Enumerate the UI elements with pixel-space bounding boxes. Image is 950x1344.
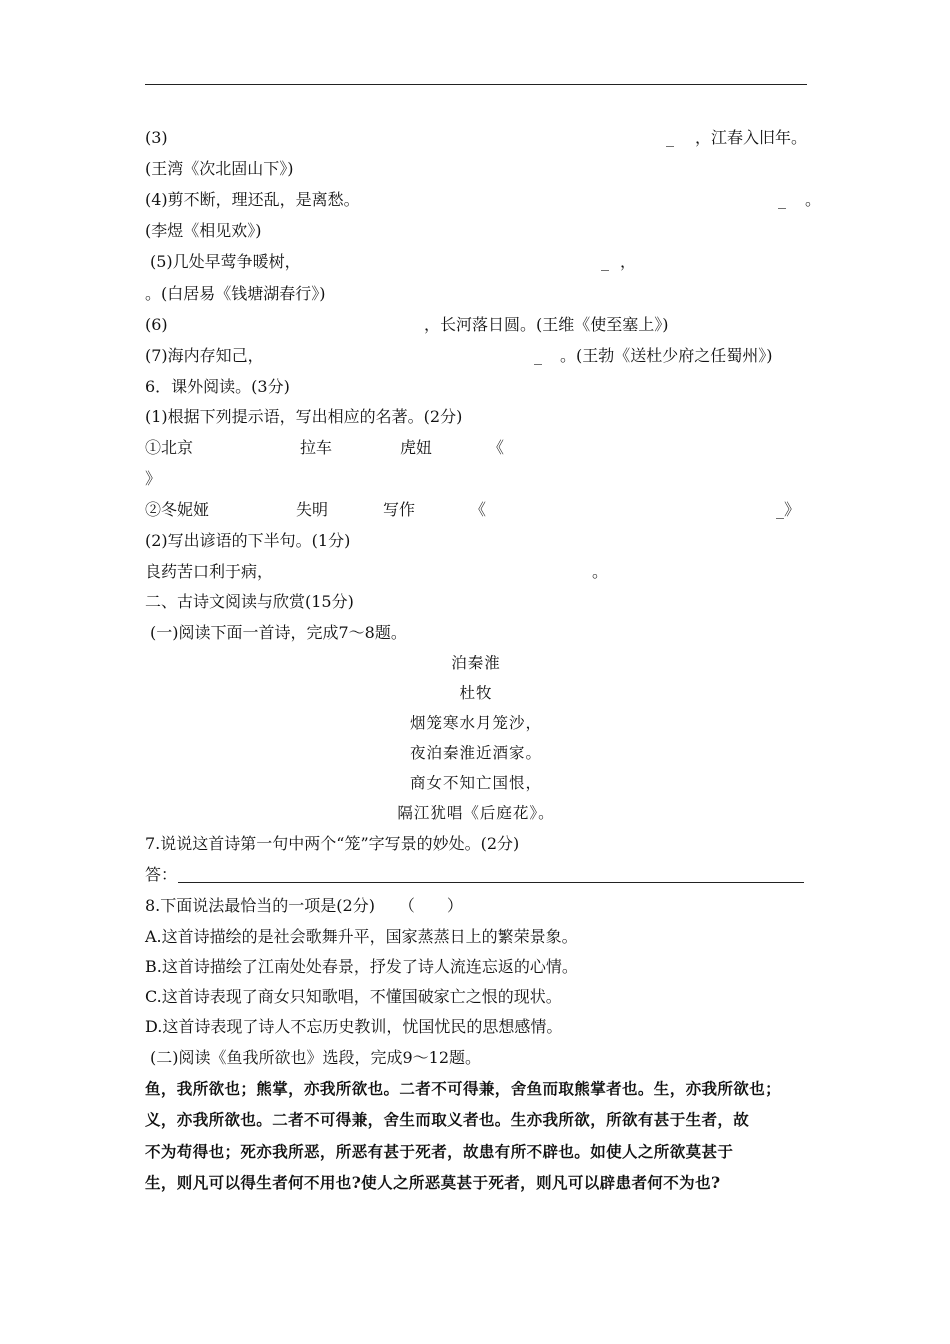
option-c: C.这首诗表现了商女只知歌唱，不懂国破家亡之恨的现状。 xyxy=(145,987,562,1006)
hint2-open: 《 xyxy=(470,500,487,519)
poem-line: 隔江犹唱《后庭花》。 xyxy=(397,804,555,822)
poem-line: 烟笼寒水月笼沙， xyxy=(409,714,542,732)
passage-line: 义，亦我所欲也。二者不可得兼，舍生而取义者也。生亦我所欲，所欲有甚于生者，故 xyxy=(145,1110,750,1129)
question7-title: 7.说说这首诗第一句中两个“笼”字写景的妙处。(2分) xyxy=(145,834,520,853)
poem-line: 夜泊秦淮近酒家。 xyxy=(409,744,542,762)
proverb-end: 。 xyxy=(592,562,609,581)
section6-title: 6．课外阅读。(3分) xyxy=(145,377,290,396)
option-b: B.这首诗描绘了江南处处春景，抒发了诗人流连忘返的心情。 xyxy=(145,957,578,976)
q6-tail: ，长河落日圆。(王维《使至塞上》) xyxy=(424,315,669,334)
proverb: 良药苦口利于病， xyxy=(145,562,274,581)
hint1-a: ①北京 xyxy=(145,438,194,457)
hint1-close: 》 xyxy=(145,469,162,488)
hint1-c: 虎妞 xyxy=(400,438,433,457)
top-rule xyxy=(145,84,807,85)
section6-q1: (1)根据下列提示语，写出相应的名著。(2分) xyxy=(145,407,463,426)
hint1-open: 《 xyxy=(488,438,505,457)
q5-comma: ， xyxy=(620,252,637,271)
option-d: D.这首诗表现了诗人不忘历史教训，忧国忧民的思想感情。 xyxy=(145,1017,563,1036)
section2-title: 二、古诗文阅读与欣赏(15分) xyxy=(145,592,354,611)
hint2-c: 写作 xyxy=(383,500,416,519)
hint2-a: ②冬妮娅 xyxy=(145,500,210,519)
q7-tail: 。(王勃《送杜少府之任蜀州》) xyxy=(560,346,773,365)
hint2-close[interactable]: _》 xyxy=(776,500,801,519)
q4-end: 。 xyxy=(805,190,822,209)
passage-line: 鱼，我所欲也；熊掌，亦我所欲也。二者不可得兼，舍鱼而取熊掌者也。生，亦我所欲也； xyxy=(145,1079,782,1098)
q5-blank[interactable]: _ xyxy=(601,252,609,271)
q4-source: (李煜《相见欢》) xyxy=(145,221,262,240)
question8-title: 8.下面说法最恰当的一项是(2分) （ ） xyxy=(145,896,463,915)
section6-q2: (2)写出谚语的下半句。(1分) xyxy=(145,531,351,550)
part2-title: (二)阅读《鱼我所欲也》选段，完成9～12题。 xyxy=(150,1048,482,1067)
passage-line: 生，则凡可以得生者何不用也?使人之所恶莫甚于死者，则凡可以辟患者何不为也? xyxy=(145,1173,721,1192)
poem-author: 杜牧 xyxy=(459,684,493,702)
passage-line: 不为苟得也；死亦我所恶，所恶有甚于死者，故患有所不辟也。如使人之所欲莫甚于 xyxy=(145,1142,734,1161)
answer-label: 答： xyxy=(145,865,178,884)
q7-text: (7)海内存知己， xyxy=(145,346,264,365)
hint1-b: 拉车 xyxy=(300,438,333,457)
q3-number: (3) xyxy=(145,128,168,147)
q5-text: (5)几处早莺争暖树， xyxy=(150,252,301,271)
hint2-b: 失明 xyxy=(296,500,329,519)
poem-title: 泊秦淮 xyxy=(451,654,501,672)
option-a: A.这首诗描绘的是社会歌舞升平，国家蒸蒸日上的繁荣景象。 xyxy=(145,927,578,946)
q4-text: (4)剪不断，理还乱，是离愁。 xyxy=(145,190,360,209)
q7-blank[interactable]: _ xyxy=(534,346,542,365)
poem-line: 商女不知亡国恨， xyxy=(409,774,542,792)
q3-blank[interactable]: _ xyxy=(666,128,674,147)
q5-source: 。(白居易《钱塘湖春行》) xyxy=(145,284,326,303)
q6-number: (6) xyxy=(145,315,168,334)
part1-title: (一)阅读下面一首诗，完成7～8题。 xyxy=(150,623,407,642)
q3-source: (王湾《次北固山下》) xyxy=(145,159,294,178)
answer-line[interactable] xyxy=(178,882,804,883)
q3-tail: ，江春入旧年。 xyxy=(695,128,808,147)
q4-blank[interactable]: _ xyxy=(778,190,786,209)
